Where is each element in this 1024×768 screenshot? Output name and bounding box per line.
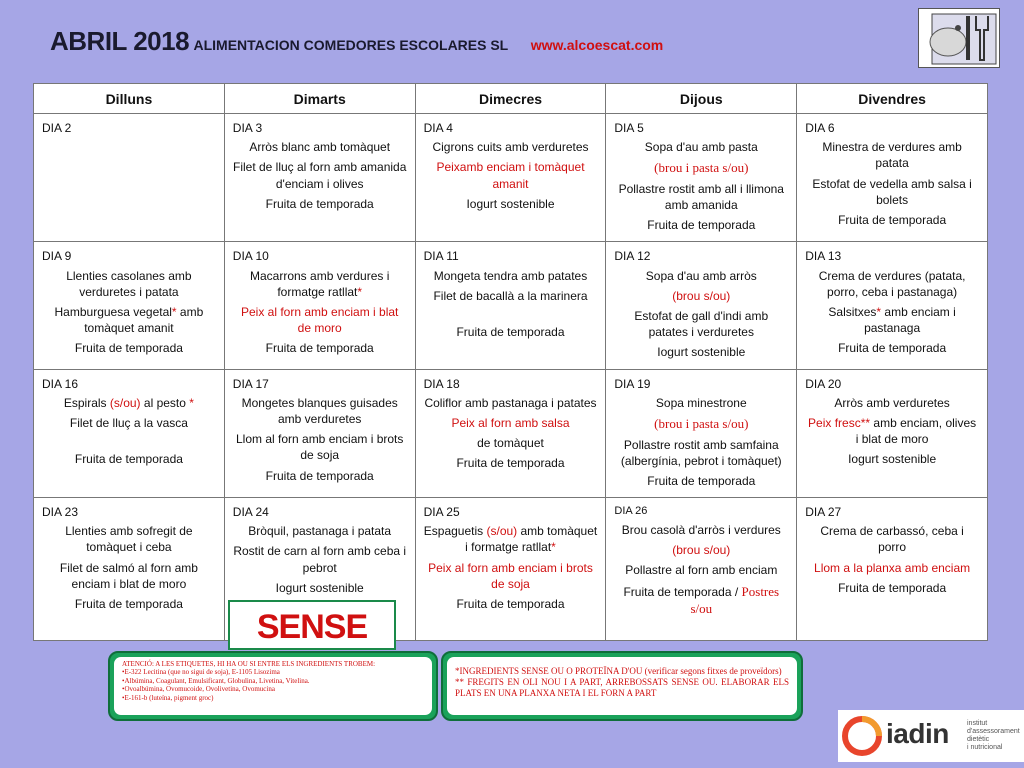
dish-line: Fruita de temporada bbox=[74, 452, 183, 467]
day-label: DIA 5 bbox=[614, 121, 644, 135]
dish-line: Espaguetis (s/ou) amb tomàquet i formatge ratllat* bbox=[423, 524, 598, 555]
dish-line: Fruita de temporada bbox=[265, 196, 374, 211]
dish-line: Pollastre al forn amb enciam bbox=[625, 563, 778, 578]
weekday-header: Dilluns bbox=[34, 84, 225, 114]
dish-line: Fruita de temporada bbox=[456, 597, 565, 612]
dish-line: Fruita de temporada bbox=[265, 468, 374, 483]
website-link[interactable]: www.alcoescat.com bbox=[530, 37, 664, 53]
dish-line: Fruita de temporada bbox=[456, 325, 565, 340]
dish-line: Sopa d'au amb arròs bbox=[645, 268, 757, 283]
menu-week-row bbox=[34, 369, 988, 497]
dish-line: Iogurt sostenible bbox=[848, 452, 937, 467]
weekday-header: Dimecres bbox=[415, 84, 606, 114]
dish-line: Crema de verdures (patata, porro, ceba i pastanaga) bbox=[818, 268, 966, 299]
menu-week-row bbox=[34, 114, 988, 242]
dish-line: Estofat de gall d'indi amb patates i verduretes bbox=[634, 309, 769, 340]
page-title: ABRIL 2018 bbox=[50, 26, 190, 56]
dish-line: Fruita de temporada bbox=[838, 341, 947, 356]
menu-day-cell bbox=[415, 114, 606, 242]
day-label: DIA 23 bbox=[42, 505, 79, 520]
egg-ingredients-note bbox=[108, 651, 438, 721]
menu-day-cell bbox=[797, 114, 988, 242]
cutlery-logo-icon bbox=[918, 8, 1000, 68]
dish-line: Coliflor amb pastanaga i patates bbox=[424, 395, 597, 410]
tagline-line: dietètic bbox=[967, 736, 990, 744]
dish-line: Crema de carbassó, ceba i porro bbox=[820, 524, 964, 555]
dish-line: Peix al forn amb enciam i brots de soja bbox=[428, 560, 593, 591]
dish-line: Minestra de verdures amb patata bbox=[822, 140, 962, 171]
weekday-header-row bbox=[34, 84, 988, 114]
menu-day-cell bbox=[797, 498, 988, 641]
dish-line: Fruita de temporada bbox=[265, 341, 374, 356]
dish-line: Arròs blanc amb tomàquet bbox=[249, 140, 391, 155]
weekday-header: Dijous bbox=[606, 84, 797, 114]
day-label: DIA 9 bbox=[42, 249, 72, 264]
dish-line: Arròs amb verduretes bbox=[834, 395, 950, 410]
dish-line: Bròquil, pastanaga i patata bbox=[248, 524, 392, 539]
dish-line: Peix fresc** amb enciam, olives i blat de moro bbox=[808, 415, 977, 447]
dish-line: Filet de salmó al forn amb enciam i blat de moro bbox=[59, 560, 198, 591]
menu-week-row bbox=[34, 242, 988, 369]
dish-line: Filet de bacallà a la marinera bbox=[433, 288, 588, 303]
dish-line: Llenties casolanes amb verduretes i patata bbox=[66, 268, 192, 299]
day-label: DIA 19 bbox=[614, 376, 651, 391]
weekday-header: Divendres bbox=[797, 84, 988, 114]
dish-line: (brou s/ou) bbox=[672, 543, 731, 558]
dish-line: Brou casolà d'arròs i verdures bbox=[621, 522, 781, 537]
menu-day-cell bbox=[797, 242, 988, 369]
dish-line: Fruita de temporada bbox=[647, 473, 756, 488]
day-label: DIA 20 bbox=[805, 376, 842, 391]
dish-line: Sopa d'au amb pasta bbox=[644, 140, 758, 155]
note-line: •E-322 Lecitina (que no sigui de soja), E-1105 Lisozima bbox=[122, 668, 280, 677]
dish-line: Llom a la planxa amb enciam bbox=[814, 560, 971, 575]
dish-line: Salsitxes* amb enciam i pastanaga bbox=[828, 305, 956, 336]
iadin-logo bbox=[838, 710, 1024, 762]
logo-tagline bbox=[967, 720, 1023, 752]
note-line: •Ovoalbúmina, Ovomucoide, Ovolivetina, Ovomucina bbox=[122, 685, 275, 694]
dish-line: (brou i pasta s/ou) bbox=[654, 415, 749, 431]
menu-day-cell bbox=[34, 369, 225, 497]
note-line: •E-161-b (luteína, pigment groc) bbox=[122, 693, 214, 702]
tagline-line: d'assessorament bbox=[967, 728, 1020, 736]
page-header bbox=[50, 26, 663, 57]
dish-line: Fruita de temporada bbox=[74, 597, 183, 612]
day-label: DIA 18 bbox=[423, 376, 460, 391]
day-label: DIA 10 bbox=[232, 249, 269, 264]
dish-line: Fruita de temporada bbox=[456, 456, 565, 471]
dish-line: Rostit de carn al forn amb ceba i pebrot bbox=[233, 544, 407, 575]
day-label: DIA 25 bbox=[423, 505, 460, 520]
dish-line: Cigrons cuits amb verduretes bbox=[432, 140, 589, 155]
menu-day-cell bbox=[34, 114, 225, 242]
dish-line: (brou i pasta s/ou) bbox=[654, 160, 749, 176]
menu-week-row bbox=[34, 498, 988, 641]
dish-line: Peixamb enciam i tomàquet amanit bbox=[436, 160, 585, 191]
dish-line: Macarrons amb verdures i formatge ratllat* bbox=[250, 268, 390, 299]
day-label: DIA 11 bbox=[423, 249, 459, 264]
menu-day-cell bbox=[415, 369, 606, 497]
day-label: DIA 27 bbox=[805, 505, 842, 520]
menu-day-cell bbox=[34, 498, 225, 641]
day-label: DIA 12 bbox=[614, 249, 651, 264]
dish-line: Espirals (s/ou) al pesto * bbox=[63, 395, 194, 410]
weekly-menu-table bbox=[33, 83, 988, 641]
day-label: DIA 4 bbox=[423, 121, 453, 135]
day-label: DIA 16 bbox=[42, 376, 79, 391]
dish-line: Fruita de temporada bbox=[74, 341, 183, 356]
day-label: DIA 3 bbox=[232, 121, 263, 135]
page-subtitle: ALIMENTACION COMEDORES ESCOLARES SL bbox=[193, 37, 509, 53]
dish-line: de tomàquet bbox=[477, 436, 544, 451]
note-line: ** FREGITS EN OLI NOU I A PART, ARREBOSSATS SENSE OU. ELABORAR ELS PLATS EN UNA PLANXA NETA I EL FORN A PART bbox=[455, 676, 789, 698]
dish-line: Filet de lluç a la vasca bbox=[69, 415, 188, 430]
menu-day-cell bbox=[797, 369, 988, 497]
day-label: DIA 26 bbox=[614, 505, 648, 518]
tagline-line: institut bbox=[967, 720, 988, 727]
dish-line: Filet de lluç al forn amb amanida d'enciam i olives bbox=[232, 160, 407, 191]
menu-day-cell bbox=[224, 114, 415, 242]
day-label: DIA 24 bbox=[232, 505, 269, 520]
dish-line: Peix al forn amb salsa bbox=[451, 415, 570, 430]
dish-line: Fruita de temporada / Postres s/ou bbox=[623, 583, 780, 617]
menu-day-cell bbox=[415, 498, 606, 641]
egg-free-note bbox=[441, 651, 803, 721]
day-label: DIA 2 bbox=[42, 121, 72, 135]
menu-day-cell bbox=[224, 242, 415, 369]
sense-ou-stamp: SENSE bbox=[228, 600, 396, 650]
menu-day-cell bbox=[34, 242, 225, 369]
day-label: DIA 13 bbox=[805, 249, 842, 264]
day-label: DIA 6 bbox=[805, 121, 835, 135]
tagline-line: i nutricional bbox=[967, 744, 1003, 752]
dish-line: Peix al forn amb enciam i blat de moro bbox=[240, 305, 399, 336]
iadin-logo-icon bbox=[842, 716, 882, 756]
note-line: •Albúmina, Coagulant, Emulsificant, Globulina, Livetina, Vitelina. bbox=[122, 676, 310, 685]
dish-line: Sopa minestrone bbox=[655, 395, 747, 410]
dish-line: Iogurt sostenible bbox=[657, 345, 746, 360]
dish-line: Hamburguesa vegetal* amb tomàquet amanit bbox=[54, 305, 204, 336]
note-line: *INGREDIENTS SENSE OU O PROTEÏNA D'OU (verificar segons fitxes de proveïdors) bbox=[455, 666, 782, 676]
dish-line: Iogurt sostenible bbox=[466, 196, 555, 211]
dish-line: (brou s/ou) bbox=[672, 288, 731, 303]
dish-line: Mongetes blanques guisades amb verduretes bbox=[241, 395, 398, 426]
logo-word: iadin bbox=[886, 718, 949, 749]
note-line: ATENCIÓ: A LES ETIQUETES, HI HA OU SI ENTRE ELS INGREDIENTS TROBEM: bbox=[122, 660, 376, 668]
dish-line: Llom al forn amb enciam i brots de soja bbox=[235, 432, 404, 463]
dish-line: Mongeta tendra amb patates bbox=[433, 268, 588, 283]
dish-line: Fruita de temporada bbox=[838, 212, 947, 227]
dish-line: Pollastre rostit amb all i llimona amb amanida bbox=[618, 181, 784, 213]
weekday-header: Dimarts bbox=[224, 84, 415, 114]
dish-line: Fruita de temporada bbox=[838, 580, 947, 595]
menu-day-cell bbox=[224, 369, 415, 497]
dish-line: Pollastre rostit amb samfaina (albergínia, pebrot i tomàquet) bbox=[620, 437, 782, 468]
dish-line: Estofat de vedella amb salsa i bolets bbox=[812, 176, 972, 207]
menu-day-cell bbox=[606, 498, 797, 641]
dish-line: Fruita de temporada bbox=[647, 218, 756, 233]
dish-line: Llenties amb sofregit de tomàquet i ceba bbox=[65, 524, 193, 555]
menu-day-cell bbox=[606, 369, 797, 497]
menu-day-cell bbox=[606, 114, 797, 242]
day-label: DIA 17 bbox=[232, 376, 269, 391]
menu-day-cell bbox=[415, 242, 606, 369]
dish-line: Iogurt sostenible bbox=[275, 580, 364, 595]
menu-day-cell bbox=[606, 242, 797, 369]
